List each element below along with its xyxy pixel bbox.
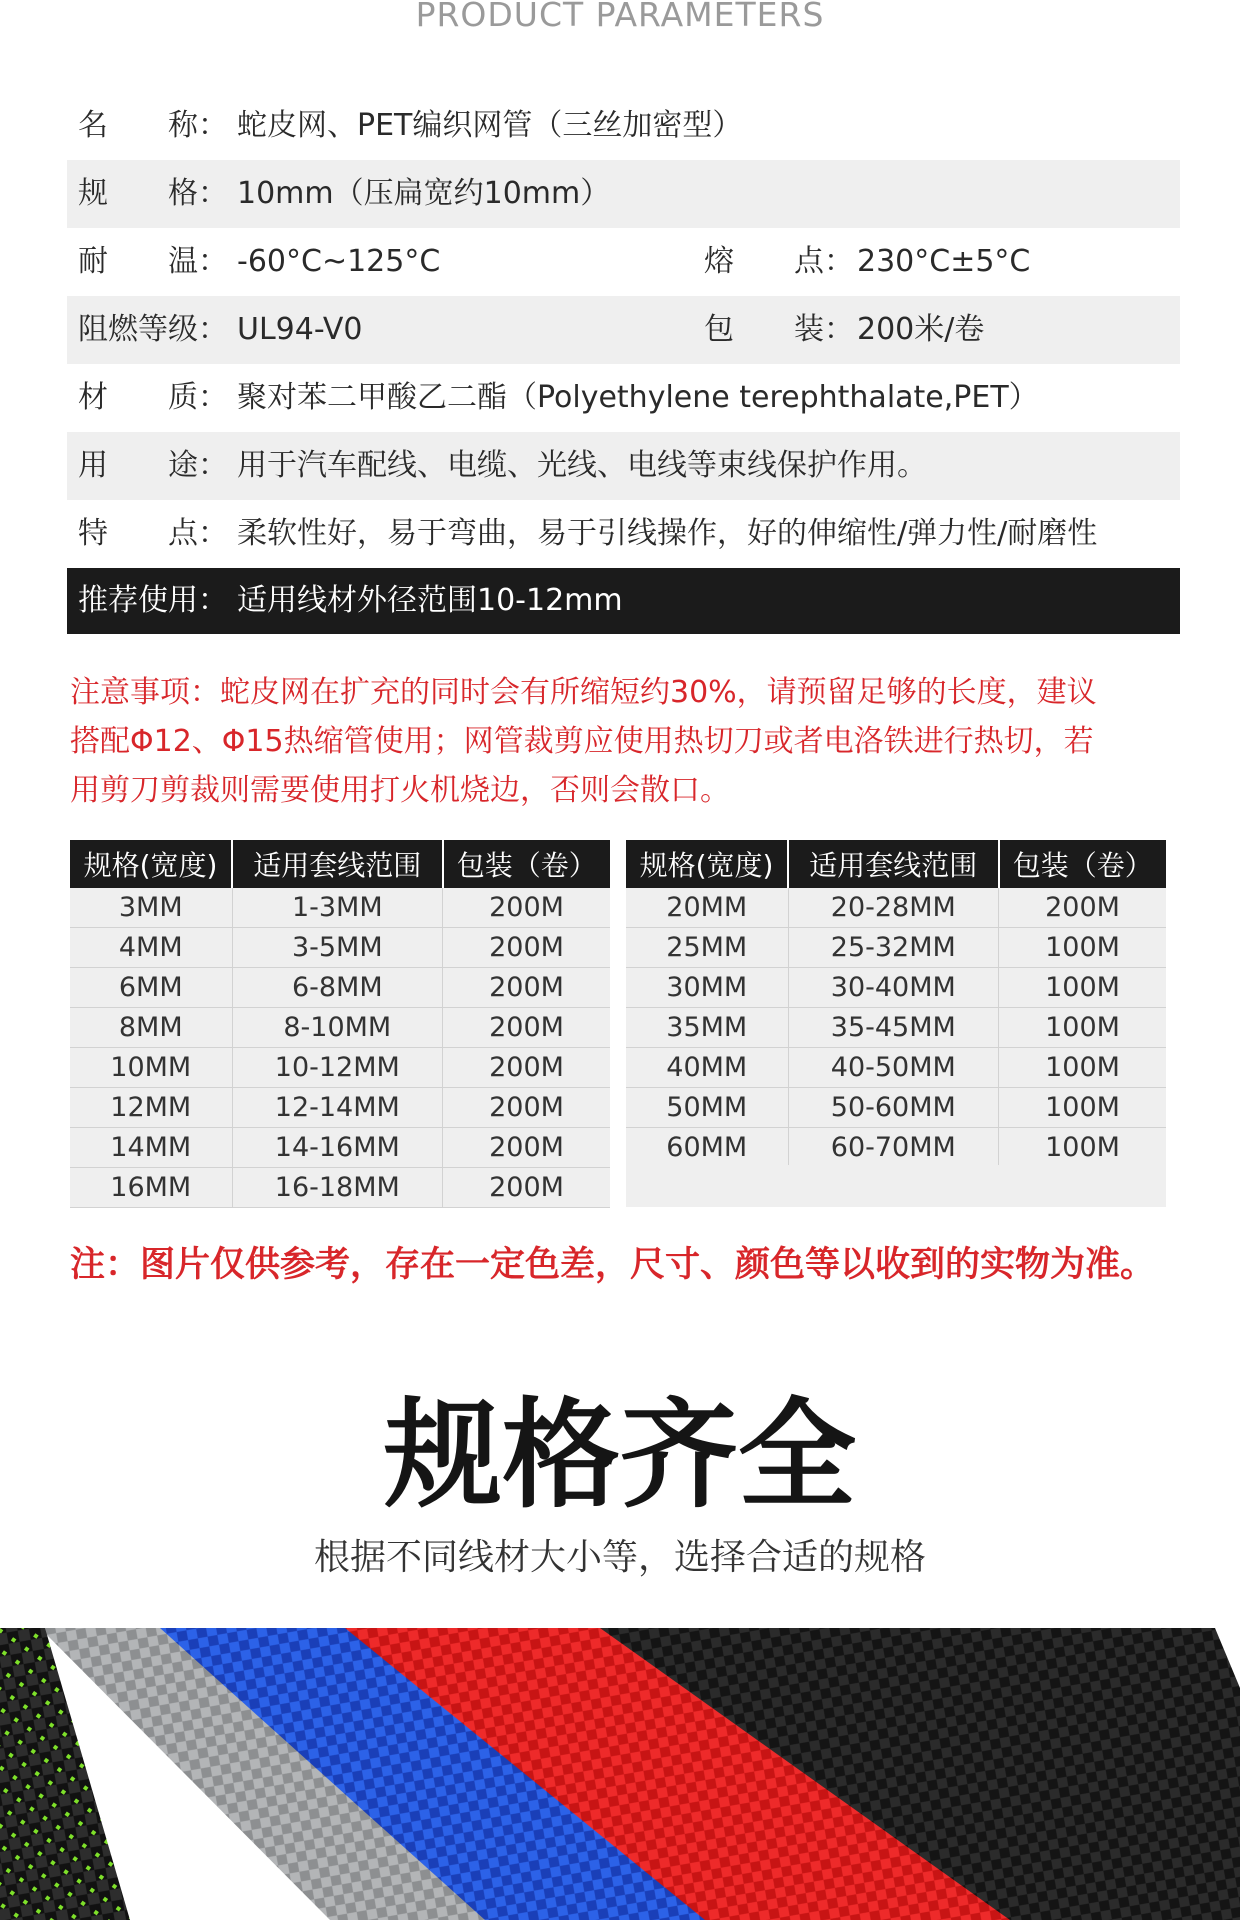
spec-table-right xyxy=(626,840,1166,1168)
table-row xyxy=(70,888,610,928)
param-row-usage xyxy=(67,432,1180,500)
cell-range: 6-8MM xyxy=(232,968,443,1008)
notice-line: 用剪刀剪裁则需要使用打火机烧边，否则会散口。 xyxy=(70,773,730,808)
column-header-packing: 包装（卷） xyxy=(443,840,610,888)
braided-sleeves-image xyxy=(0,1628,1240,1920)
param-value: 柔软性好，易于弯曲，易于引线操作，好的伸缩性/弹力性/耐磨性 xyxy=(237,516,1098,551)
cell-spec: 40MM xyxy=(626,1048,788,1088)
param-label: 特 点： xyxy=(78,516,228,551)
cell-range: 50-60MM xyxy=(788,1088,999,1128)
spec-table-left xyxy=(70,840,610,1208)
cell-packing: 100M xyxy=(999,1088,1166,1128)
cell-spec: 10MM xyxy=(70,1048,232,1088)
cell-spec: 50MM xyxy=(626,1088,788,1128)
cell-packing: 200M xyxy=(443,968,610,1008)
section-subtitle: 根据不同线材大小等，选择合适的规格 xyxy=(313,1537,926,1578)
header-title: PRODUCT PARAMETERS xyxy=(415,0,825,30)
cell-spec: 12MM xyxy=(70,1088,232,1128)
cell-packing: 200M xyxy=(443,888,610,928)
cell-spec: 16MM xyxy=(70,1168,232,1208)
cell-packing: 100M xyxy=(999,1128,1166,1168)
param-label-melting: 熔 点： xyxy=(704,244,854,279)
param-value-melting: 230°C±5°C xyxy=(857,244,1031,279)
cell-spec: 20MM xyxy=(626,888,788,928)
cell-spec: 6MM xyxy=(70,968,232,1008)
param-label: 名 称： xyxy=(78,108,228,143)
param-label: 阻燃等级： xyxy=(78,312,228,347)
table-row xyxy=(70,1088,610,1128)
column-header-spec: 规格(宽度) xyxy=(70,840,232,888)
table-row xyxy=(626,888,1166,928)
cell-spec: 3MM xyxy=(70,888,232,928)
table-header-row xyxy=(70,840,610,888)
column-header-range: 适用套线范围 xyxy=(788,840,999,888)
cell-range: 16-18MM xyxy=(232,1168,443,1208)
cell-range: 3-5MM xyxy=(232,928,443,968)
param-label: 推荐使用： xyxy=(78,583,228,618)
cell-spec: 60MM xyxy=(626,1128,788,1168)
parameter-list xyxy=(67,92,1180,634)
cell-packing: 200M xyxy=(443,1008,610,1048)
table-row xyxy=(70,1008,610,1048)
param-row-temperature xyxy=(67,228,1180,296)
notice-line: 搭配Φ12、Φ15热缩管使用；网管裁剪应使用热切刀或者电洛铁进行热切，若 xyxy=(70,724,1094,759)
param-value: 蛇皮网、PET编织网管（三丝加密型） xyxy=(237,108,743,143)
cell-packing: 200M xyxy=(999,888,1166,928)
cell-packing: 100M xyxy=(999,1008,1166,1048)
cell-range: 30-40MM xyxy=(788,968,999,1008)
param-label: 用 途： xyxy=(78,448,228,483)
table-row xyxy=(626,968,1166,1008)
column-header-packing: 包装（卷） xyxy=(999,840,1166,888)
param-value-packing: 200米/卷 xyxy=(857,312,985,347)
cell-packing: 100M xyxy=(999,1048,1166,1088)
table-row xyxy=(626,1008,1166,1048)
param-label: 材 质： xyxy=(78,380,228,415)
param-value: UL94-V0 xyxy=(237,312,363,347)
param-value: 用于汽车配线、电缆、光线、电线等束线保护作用。 xyxy=(237,448,927,483)
param-value: 聚对苯二甲酸乙二酯（Polyethylene terephthalate,PET） xyxy=(237,380,1039,415)
cell-packing: 200M xyxy=(443,1048,610,1088)
disclaimer-note: 注：图片仅供参考，存在一定色差，尺寸、颜色等以收到的实物为准。 xyxy=(70,1245,1156,1285)
table-empty-area xyxy=(626,1165,1166,1207)
cell-range: 8-10MM xyxy=(232,1008,443,1048)
cell-packing: 200M xyxy=(443,928,610,968)
param-row-material xyxy=(67,364,1180,432)
param-row-feature xyxy=(67,500,1180,568)
section-title: 规格齐全 xyxy=(383,1386,856,1524)
table-row xyxy=(70,1048,610,1088)
column-header-range: 适用套线范围 xyxy=(232,840,443,888)
table-row xyxy=(70,1128,610,1168)
param-value: 适用线材外径范围10-12mm xyxy=(237,583,623,618)
param-row-flame xyxy=(67,296,1180,364)
product-photo xyxy=(0,1628,1240,1920)
cell-range: 60-70MM xyxy=(788,1128,999,1168)
table-row xyxy=(626,1128,1166,1168)
param-row-recommend xyxy=(67,568,1180,634)
notice-text xyxy=(70,668,1180,815)
param-label: 规 格： xyxy=(78,176,228,211)
param-row-name xyxy=(67,92,1180,160)
cell-packing: 200M xyxy=(443,1128,610,1168)
cell-range: 12-14MM xyxy=(232,1088,443,1128)
param-value: -60°C~125°C xyxy=(237,244,441,279)
cell-range: 20-28MM xyxy=(788,888,999,928)
table-header-row xyxy=(626,840,1166,888)
cell-range: 14-16MM xyxy=(232,1128,443,1168)
cell-spec: 25MM xyxy=(626,928,788,968)
table-row xyxy=(626,928,1166,968)
table-row xyxy=(70,928,610,968)
param-label-packing: 包 装： xyxy=(704,312,854,347)
cell-range: 40-50MM xyxy=(788,1048,999,1088)
cell-packing: 200M xyxy=(443,1088,610,1128)
cell-spec: 4MM xyxy=(70,928,232,968)
cell-spec: 30MM xyxy=(626,968,788,1008)
cell-packing: 200M xyxy=(443,1168,610,1208)
cell-range: 10-12MM xyxy=(232,1048,443,1088)
table-row xyxy=(70,1168,610,1208)
table-row xyxy=(70,968,610,1008)
table-row xyxy=(626,1088,1166,1128)
cell-packing: 100M xyxy=(999,968,1166,1008)
param-label: 耐 温： xyxy=(78,244,228,279)
column-header-spec: 规格(宽度) xyxy=(626,840,788,888)
cell-range: 25-32MM xyxy=(788,928,999,968)
cell-packing: 100M xyxy=(999,928,1166,968)
param-value: 10mm（压扁宽约10mm） xyxy=(237,176,611,211)
notice-line: 注意事项：蛇皮网在扩充的同时会有所缩短约30%，请预留足够的长度，建议 xyxy=(70,675,1097,710)
cell-spec: 8MM xyxy=(70,1008,232,1048)
cell-range: 35-45MM xyxy=(788,1008,999,1048)
table-row xyxy=(626,1048,1166,1088)
cell-range: 1-3MM xyxy=(232,888,443,928)
cell-spec: 35MM xyxy=(626,1008,788,1048)
param-row-spec xyxy=(67,160,1180,228)
cell-spec: 14MM xyxy=(70,1128,232,1168)
